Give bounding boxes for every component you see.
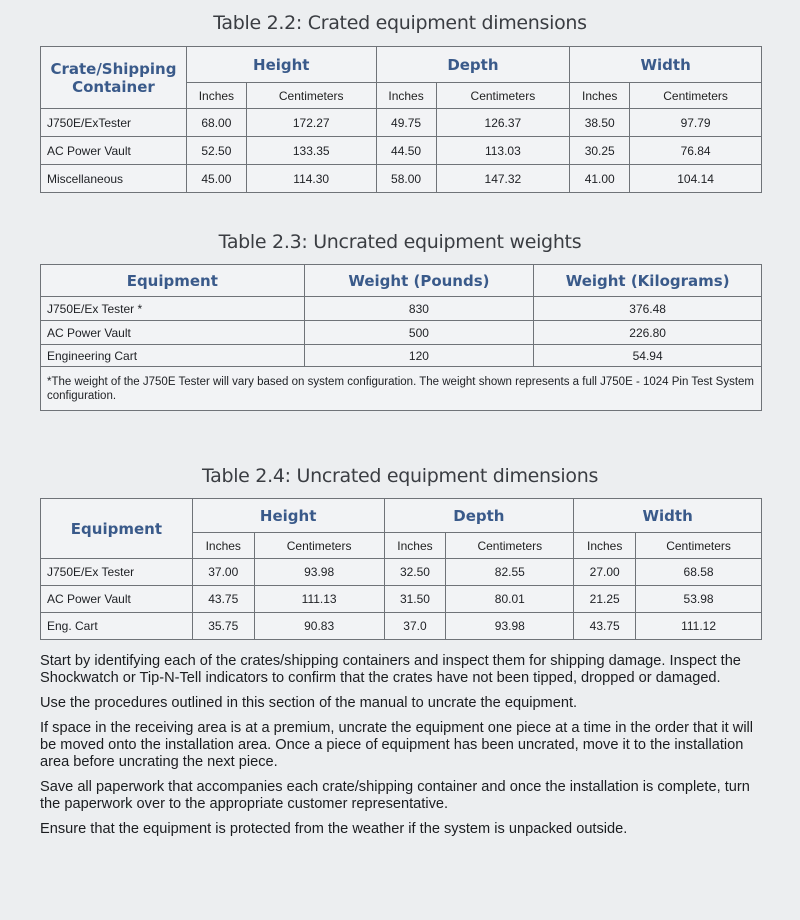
table-row [41,586,762,613]
table-row [41,321,762,345]
cell: AC Power Vault [41,137,187,165]
cell: 226.80 [534,321,762,345]
cell: AC Power Vault [41,321,305,345]
cell: 43.75 [192,586,254,613]
cell: 90.83 [254,613,384,640]
cell: 30.25 [570,137,630,165]
cell: 172.27 [246,109,376,137]
paragraph: Use the procedures outlined in this section of the manual to uncrate the equipment. [40,695,578,711]
cell: 111.12 [636,613,762,640]
subheader: Centimeters [630,83,762,109]
table-row [41,345,762,367]
subheader: Inches [376,83,436,109]
cell: 43.75 [574,613,636,640]
cell: 97.79 [630,109,762,137]
cell: 21.25 [574,586,636,613]
table-row [41,613,762,640]
cell: 37.00 [192,559,254,586]
cell: 133.35 [246,137,376,165]
cell: 68.00 [186,109,246,137]
cell: 32.50 [384,559,446,586]
subheader: Centimeters [436,83,570,109]
cell: 830 [304,297,534,321]
table-2-4-caption: Table 2.4: Uncrated equipment dimensions [201,465,599,487]
subheader: Centimeters [446,533,574,559]
cell: 45.00 [186,165,246,193]
table-row [41,559,762,586]
cell: 44.50 [376,137,436,165]
table-row [41,109,762,137]
footnote: *The weight of the J750E Tester will vary based on system configuration. The weight shown represents a full J750E - 1024 Pin Test System configuration. [41,367,762,411]
table-row [41,297,762,321]
cell: 31.50 [384,586,446,613]
cell: Miscellaneous [41,165,187,193]
cell: 93.98 [254,559,384,586]
cell: 68.58 [636,559,762,586]
subheader: Inches [384,533,446,559]
subheader: Inches [574,533,636,559]
cell: 80.01 [446,586,574,613]
cell: 49.75 [376,109,436,137]
cell: 104.14 [630,165,762,193]
paragraph: Start by identifying each of the crates/shipping containers and inspect them for shipping damage. Inspect the Shockwatch or Tip-N-Tell indicators to confirm that the crates have not been tipped, dropped or damaged. [40,653,741,686]
subheader: Centimeters [246,83,376,109]
group-header-depth: Depth [384,499,574,533]
group-header-width: Width [574,499,762,533]
subheader: Centimeters [636,533,762,559]
cell: 76.84 [630,137,762,165]
subheader: Inches [570,83,630,109]
cell: 82.55 [446,559,574,586]
cell: 37.0 [384,613,446,640]
subheader: Inches [192,533,254,559]
group-header-depth: Depth [376,47,570,83]
group-header-height: Height [186,47,376,83]
table-2-2-caption: Table 2.2: Crated equipment dimensions [213,12,587,34]
cell: 500 [304,321,534,345]
table-row [41,137,762,165]
uncrated-weights-table [40,264,762,411]
cell: 54.94 [534,345,762,367]
cell: Eng. Cart [41,613,193,640]
cell: AC Power Vault [41,586,193,613]
subheader: Inches [186,83,246,109]
cell: 35.75 [192,613,254,640]
subheader: Centimeters [254,533,384,559]
cell: J750E/Ex Tester [41,559,193,586]
cell: 111.13 [254,586,384,613]
cell: 114.30 [246,165,376,193]
cell: 93.98 [446,613,574,640]
col-header-pounds: Weight (Pounds) [304,265,534,297]
cell: 27.00 [574,559,636,586]
cell: 53.98 [636,586,762,613]
cell: 147.32 [436,165,570,193]
paragraph: If space in the receiving area is at a premium, uncrate the equipment one piece at a time in the order that it will be moved onto the installation area. Once a piece of equipment has been uncrated, move it to the installation area before uncrating the next piece. [40,720,754,770]
cell: J750E/Ex Tester * [41,297,305,321]
table-row [41,165,762,193]
col-header-equipment: Equipment [41,499,193,559]
uncrated-dimensions-table [40,498,762,640]
cell: 126.37 [436,109,570,137]
cell: 58.00 [376,165,436,193]
cell: 376.48 [534,297,762,321]
group-header-height: Height [192,499,384,533]
instructions-text [40,653,765,846]
cell: 113.03 [436,137,570,165]
col-header-crate: Crate/Shipping Container [41,47,187,109]
cell: Engineering Cart [41,345,305,367]
paragraph: Save all paperwork that accompanies each crate/shipping container and once the installation is complete, turn the paperwork over to the appropriate customer representative. [40,779,750,812]
paragraph: Ensure that the equipment is protected from the weather if the system is unpacked outside. [40,821,628,837]
col-header-equipment: Equipment [41,265,305,297]
crated-dimensions-table [40,46,762,193]
cell: 120 [304,345,534,367]
col-header-kilograms: Weight (Kilograms) [534,265,762,297]
cell: 38.50 [570,109,630,137]
cell: 41.00 [570,165,630,193]
group-header-width: Width [570,47,762,83]
cell: 52.50 [186,137,246,165]
cell: J750E/ExTester [41,109,187,137]
table-2-3-caption: Table 2.3: Uncrated equipment weights [218,231,582,253]
